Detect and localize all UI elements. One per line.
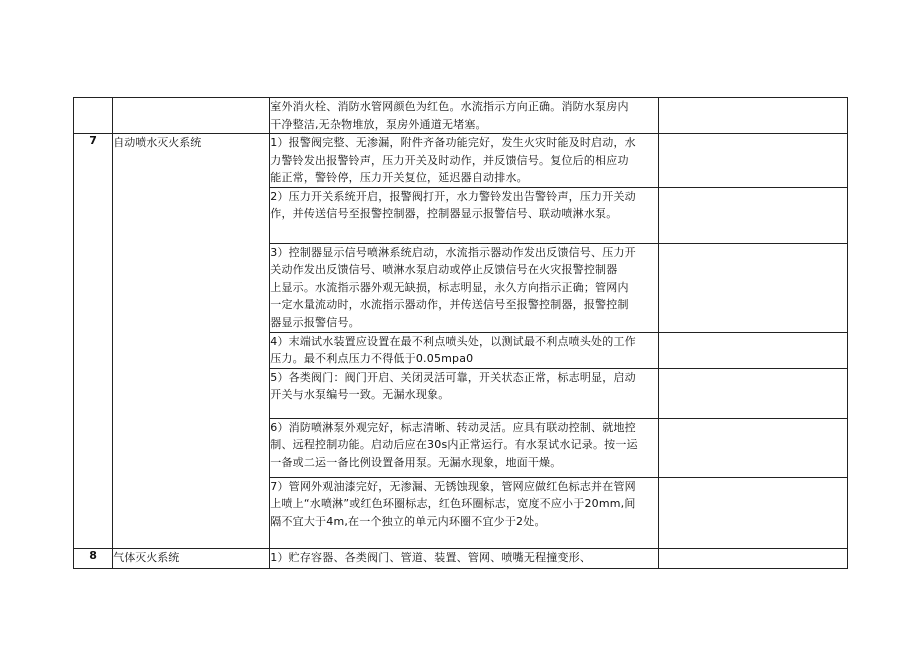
text-line: 关动作发出反馈信号、喷淋水泵启动或停止反馈信号在火灾报警控制器 — [270, 263, 618, 276]
text-line: 作，并传送信号至报警控制器，控制器显示报警信号、联动喷淋水泵。 — [270, 207, 618, 220]
text-line: 上显示。水流指示器外观无缺损，标志明显，永久方向指示正确；管网内 — [270, 280, 629, 294]
result-cell — [658, 332, 847, 368]
text-line: 制、远程控制功能。启动后应在30s内正常运行。有水泵试水记录。按一运 — [270, 438, 638, 451]
text-line: 室外消火栓、消防水管网颜色为红色。水流指示方向正确。消防水泵房内 — [270, 100, 629, 113]
text-line: 压力。最不利点压力不得低于0.05mpa0 — [270, 352, 474, 365]
text-line: 一备或二运一备比例设置备用泵。无漏水现象，地面干燥。 — [270, 455, 562, 469]
text-line: 能正常，警铃停，压力开关复位，延迟器自动排水。 — [270, 171, 528, 184]
requirement-cell — [270, 477, 659, 548]
text-line: 干净整洁,无杂物堆放，泵房外通道无堵塞。 — [270, 117, 487, 131]
table-row — [74, 98, 848, 134]
system-name: 自动喷水灭火系统 — [113, 134, 270, 549]
result-cell — [658, 187, 847, 243]
inspection-table — [73, 97, 848, 569]
requirement-cell — [270, 368, 659, 418]
result-cell — [658, 134, 847, 188]
text-line: 5）各类阀门：阀门开启、关闭灵活可靠，开关状态正常，标志明显，启动 — [270, 370, 636, 384]
requirement-cell — [270, 418, 659, 477]
text-line: 隔不宜大于4m,在一个独立的单元内环圈不宜少于2处。 — [270, 514, 546, 528]
row-number: 7 — [74, 134, 113, 549]
table-row — [74, 548, 848, 568]
result-cell — [658, 418, 847, 477]
result-cell — [658, 477, 847, 548]
system-name: 气体灭火系统 — [113, 548, 270, 568]
text-line: 1）贮存容器、各类阀门、管道、装置、管网、喷嘴无程撞变形、 — [270, 550, 592, 564]
text-line: 开关与水泵编号一致。无漏水现象。 — [270, 388, 450, 401]
text-line: 器显示报警信号。 — [270, 315, 360, 329]
system-name — [113, 98, 270, 134]
result-cell — [658, 548, 847, 568]
text-line: 1）报警阀完整、无渗漏，附件齐备功能完好，发生火灾时能及时启动，水 — [270, 136, 636, 149]
row-number: 8 — [74, 548, 113, 568]
requirement-cell — [270, 332, 659, 368]
requirement-cell — [270, 134, 659, 188]
result-cell — [658, 98, 847, 134]
text-line: 3）控制器显示信号喷淋系统启动，水流指示器动作发出反馈信号、压力开 — [270, 245, 636, 259]
requirement-cell — [270, 548, 659, 568]
text-line: 2）压力开关系统开启，报警阀打开，水力警铃发出告警铃声，压力开关动 — [270, 189, 636, 203]
text-line: 6）消防喷淋泵外观完好，标志清晰、转动灵活。应具有联动控制、就地控 — [270, 420, 636, 434]
requirement-cell — [270, 243, 659, 332]
text-line: 一定水量流动时，水流指示器动作，并传送信号至报警控制器，报警控制 — [270, 298, 629, 311]
table-row — [74, 134, 848, 188]
text-line: 7）管网外观油漆完好，无渗漏、无锈蚀现象，管网应做红色标志并在管网 — [270, 479, 636, 493]
requirement-cell — [270, 98, 659, 134]
text-line: 上喷上“水喷淋”或红色环圈标志，红色环圈标志，宽度不应小于20mm,间 — [270, 497, 636, 510]
result-cell — [658, 368, 847, 418]
result-cell — [658, 243, 847, 332]
row-number — [74, 98, 113, 134]
text-line: 力警铃发出报警铃声，压力开关及时动作，并反馈信号。复位后的相应功 — [270, 153, 629, 167]
text-line: 4）末端试水装置应设置在最不利点喷头处，以测试最不利点喷头处的工作 — [270, 334, 636, 348]
requirement-cell — [270, 187, 659, 243]
